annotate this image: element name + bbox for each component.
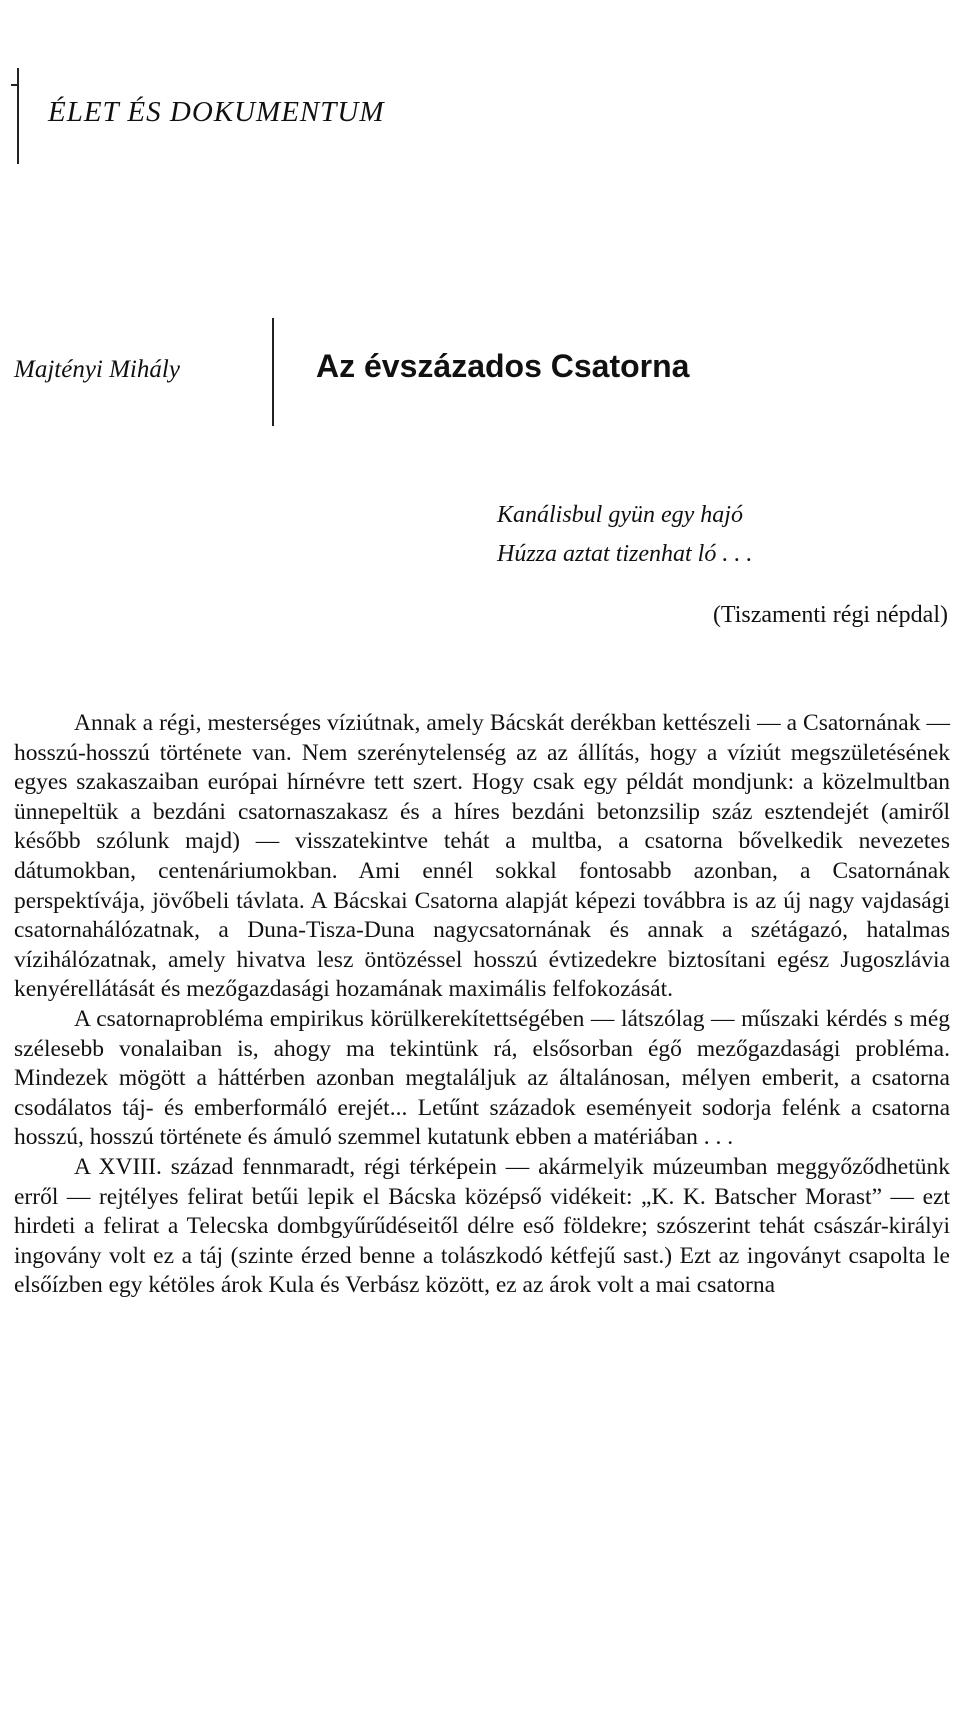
article-body [14, 709, 950, 1301]
author-divider [272, 318, 274, 426]
author-name: Majtényi Mihály [14, 356, 180, 383]
epigraph-line: Húzza aztat tizenhat ló . . . [497, 541, 753, 567]
paragraph: A csatornaprobléma empirikus körülkerekítettségében — látszólag — műszaki kérdés s még szélesebb vonalaiban is, ahogy ma tekintünk rá, elsősorban égő mezőgazdasági probléma. Mindezek mögött a háttérben azonban megtaláljuk az általánosan, mélyen emberit, a csatorna csodálatos táj- és emberformáló erejét... Letűnt századok eseményeit sodorja felénk a csatorna hosszú, hosszú története és ámuló szemmel kutatunk ebben a matériában . . . [14, 1005, 950, 1151]
epigraph-line: Kanálisbul gyün egy hajó [497, 502, 743, 528]
article-title: Az évszázados Csatorna [316, 348, 690, 384]
paragraph: A XVIII. század fennmaradt, régi térképein — akármelyik múzeumban meggyőződhetünk erről — rejtélyes felirat betűi lepik el Bácska középső vidékeit: „K. K. Batscher Morast” — ezt hirdeti a felirat a Telecska dombgyűrűdéseitől délre eső földekre; szószerint tehát császár-királyi ingovány volt ez a táj (szinte érzed benne a tolászkodó kétfejű sast.) Ezt az ingoványt csapolta le elsőízben egy kétöles árok Kula és Verbász között, ez az árok volt a mai csatorna [14, 1153, 950, 1299]
section-rule [17, 68, 19, 164]
section-title: ÉLET ÉS DOKUMENTUM [48, 96, 385, 128]
epigraph-source: (Tiszamenti régi népdal) [712, 602, 948, 628]
section-rule-tick [11, 84, 19, 86]
paragraph: Annak a régi, mesterséges víziútnak, amely Bácskát derékban kettészeli — a Csatornának — hosszú-hosszú története van. Nem szerénytelenség az az állítás, hogy a víziút megszületésének egyes szakaszaiban európai hírnévre tett szert. Hogy csak egy példát mondjunk: a közelmultban ünnepeltük a bezdáni csatornaszakasz és a híres bezdáni betonzsilip száz esztendejét (amiről később szólunk majd) — visszatekintve tehát a multba, a csatorna bővelkedik nevezetes dátumokban, centenáriumokban. Ami ennél sokkal fontosabb azonban, a Csatornának perspektívája, jövőbeli távlata. A Bácskai Csatorna alapját képezi továbbra is az új nagy vajdasági csatornahálózatnak, a Duna-Tisza-Duna nagycsatornának és annak a szétágazó, hatalmas vízihálózatnak, amely hivatva lesz öntözéssel hosszú évtizedekre biztosítani egész Jugoszlávia kenyérellátását és mezőgazdasági hozamának maximális felfokozását. [14, 710, 950, 1003]
epigraph [497, 496, 752, 574]
